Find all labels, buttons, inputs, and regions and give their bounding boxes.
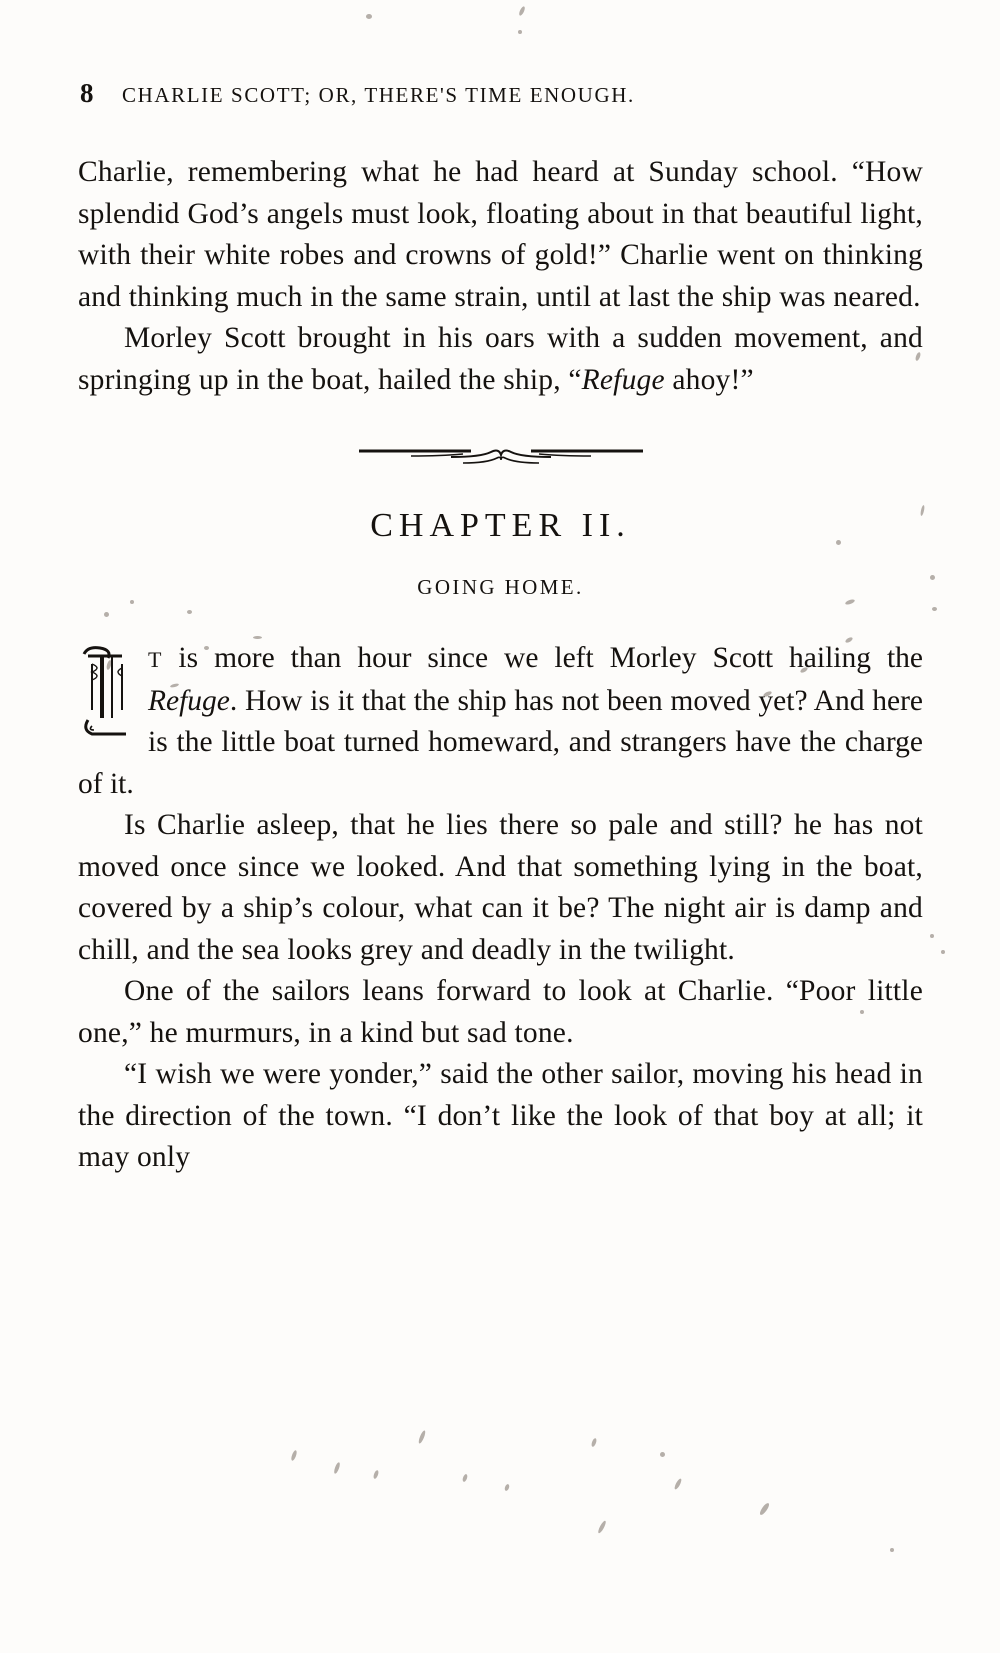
paper-speck [518,6,526,17]
paper-speck [597,1520,607,1534]
paragraph: Charlie, remembering what he had heard at Sunday school. “How splendid God’s angels must look, floating about in that beautiful light, with their white robes and crowns of gold!” Charlie went on thinking and thinking much in the same strain, until at last the ship was neared. [78,156,923,313]
paper-speck [673,1478,682,1490]
paper-speck [591,1438,598,1448]
paragraph: Is Charlie asleep, that he lies there so pale and still? he has not moved once since we looked. And that something lying in the boat, covered by a ship’s colour, what can it be? The night air is damp and chill, and the sea looks grey and deadly in the twilight. [78,809,923,966]
dropcap-letter-i-icon [78,644,140,740]
paper-speck [518,30,522,34]
page-number: 8 [80,78,94,108]
paper-speck [758,1502,770,1516]
chapter-heading: CHAPTER II. [370,507,631,544]
running-head [80,78,920,109]
paper-speck [932,607,937,611]
paper-speck [333,1462,341,1475]
paper-speck [462,1474,468,1483]
paper-speck [290,1450,298,1462]
paragraph-leadin: T [148,647,163,672]
paper-speck [941,950,945,954]
paper-speck [418,1430,427,1444]
paragraph: “I wish we were yonder,” said the other sailor, moving his head in the direction of the town. “I don’t like the look of that boy at all; it may only [78,1058,923,1173]
chapter-subtitle: GOING HOME. [417,575,584,599]
text-column [78,152,923,1179]
running-head-title: CHARLIE SCOTT; OR, THERE'S TIME ENOUGH. [122,83,635,107]
paper-speck [504,1484,510,1492]
paper-speck [373,1470,380,1480]
paper-speck [930,575,935,580]
paper-speck [366,14,372,19]
paper-speck [890,1548,894,1552]
paper-speck [660,1452,665,1457]
paragraph: Morley Scott brought in his oars with a sudden movement, and springing up in the boat, hailed the ship, “Refuge ahoy!” [78,322,923,396]
first-paragraph-text: is more than hour since we left Morley Scott hailing the Refuge. How is it that the ship has not been moved yet? And here is the little boat turned homeward, and strangers have the charge of it. [78,642,923,800]
chapter-divider-ornament [351,437,651,477]
first-paragraph [78,638,923,805]
paper-speck [930,934,934,938]
paragraph: One of the sailors leans forward to look at Charlie. “Poor little one,” he murmurs, in a kind but sad tone. [78,975,923,1049]
dropcap-paragraph-block [78,638,923,805]
